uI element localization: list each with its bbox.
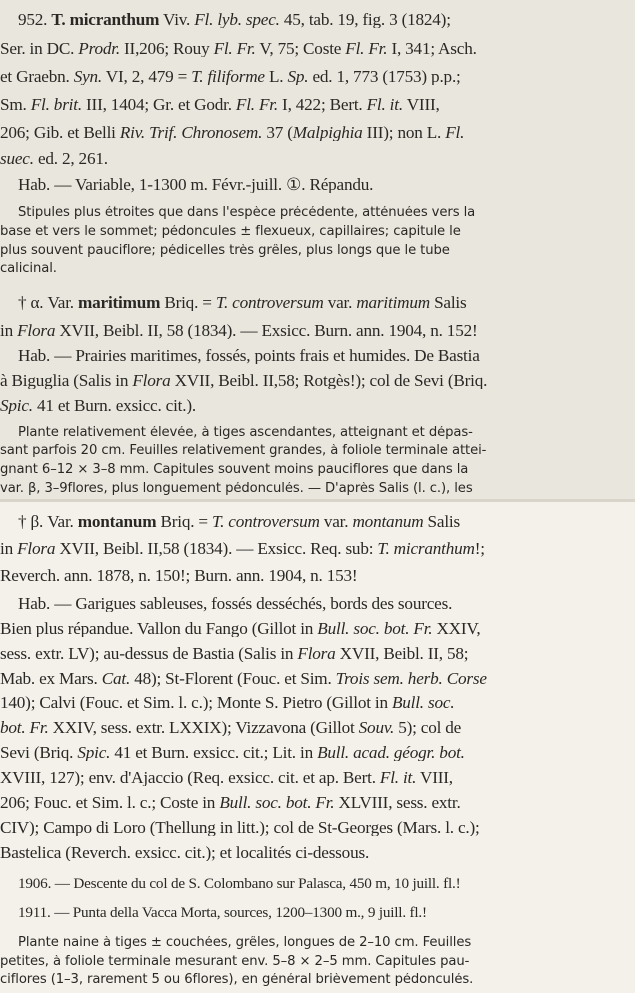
var-alpha-line-2 [0,322,635,339]
species-name: T. micranthum [51,11,160,29]
var-alpha-desc-3: gnant 6–12 × 3–8 mm. Capitules souvent moins pauciflores que dans la [0,463,469,477]
citation-text: XVII, Beibl. II, 58; [335,645,469,663]
citation-italic: Spic. [77,744,111,762]
citation-italic: Bull. soc. bot. Fr. [317,620,433,638]
citation-text: II,206; Rouy [119,40,214,58]
citation-italic: Spic. [0,397,33,415]
entry-952-desc-3: plus souvent pauciflore; pédicelles très grêles, plus longs que le tube [0,244,450,258]
var-beta-desc-1: Plante naine à tiges ± couchées, grêles, longues de 2–10 cm. Feuilles [18,936,472,950]
citation-italic: Flora [132,372,171,390]
synonymy-line-5 [0,124,635,141]
citation-italic: Flora [17,322,56,340]
citation-italic: Fl. Fr. [235,96,278,114]
citation-text: 140); Calvi (Fouc. et Sim. l. c.); Monte S. Pietro (Gillot in [0,694,392,712]
var-beta-habitat-11: Bastelica (Reverch. exsicc. cit.); et localités ci-dessous. [0,844,370,862]
citation-italic: Fl. Fr. [213,40,256,58]
citation-italic: Fl. [445,124,465,142]
var-alpha-desc-4: var. β, 3–9flores, plus longuement pédonculés. — D'après Salis (l. c.), les [0,482,473,496]
citation-italic: Flora [297,645,336,663]
observation-1906: 1906. — Descente du col de S. Colombano sur Palasca, 450 m, 10 juill. fl.! [18,876,461,892]
entry-number: 952. [18,11,48,29]
citation-italic: Fl. it. [379,769,417,787]
var-beta-habitat-5 [0,694,635,711]
citation-italic: Trois sem. herb. Corse [335,670,487,688]
citation-text: var. [323,294,357,312]
citation-text: XVII, Beibl. II,58 (1834). — Exsicc. Req. sub: [55,540,378,558]
citation-text: L. [264,68,288,86]
var-beta-habitat-1: Hab. — Garigues sableuses, fossés desséchés, bords des sources. [18,595,453,613]
synonymy-line-4 [0,96,635,113]
citation-italic: Flora [17,540,56,558]
citation-text: 45, tab. 19, fig. 3 (1824); [279,11,451,29]
citation-italic: T. micranthum [377,540,475,558]
var-beta-habitat-6 [0,719,635,736]
citation-text: à Biguglia (Salis in [0,372,133,390]
var-beta-habitat-4 [0,670,635,687]
citation-text: ed. 2, 261. [33,150,108,168]
citation-text: 41 et Burn. exsicc. cit.; Lit. in [110,744,318,762]
var-beta-habitat-2 [0,620,635,637]
var-beta-habitat-10: CIV); Campo di Loro (Thellung in litt.); col de St-Georges (Mars. l. c.); [0,819,480,837]
var-beta-heading [0,513,635,530]
citation-text: III); non L. [362,124,446,142]
citation-italic: Fl. Fr. [345,40,388,58]
var-alpha-habitat-3 [0,397,635,414]
citation-text: Ser. in DC. [0,40,79,58]
citation-text: III, 1404; Gr. et Godr. [81,96,236,114]
citation-text: Mab. ex Mars. [0,670,102,688]
citation-italic: Sp. [287,68,309,86]
citation-text: Briq. = [156,513,212,531]
citation-italic: Syn. [73,68,103,86]
citation-italic: Bull. acad. géogr. bot. [317,744,465,762]
citation-text: Viv. [159,11,195,29]
citation-text: † α. Var. [18,294,78,312]
citation-italic: T. controversum [215,294,324,312]
citation-text: VIII, [416,769,453,787]
citation-text: 41 et Burn. exsicc. cit.). [32,397,196,415]
entry-952-desc-2: base et vers le sommet; pédoncules ± flexueux, capillaires; capitule le [0,225,461,239]
citation-text: Briq. = [160,294,216,312]
citation-text: Bien plus répandue. Vallon du Fango (Gillot in [0,620,318,638]
citation-text: Salis [429,294,467,312]
entry-952-heading [0,11,635,28]
citation-text: XVII, Beibl. II, 58 (1834). — Exsicc. Burn. ann. 1904, n. 152! [55,322,478,340]
var-beta-desc-3: ciflores (1–3, rarement 5 ou 6flores), en général brièvement pédonculés. [0,973,474,987]
citation-italic: T. controversum [212,513,320,531]
citation-italic: Fl. brit. [30,96,82,114]
citation-text: sess. extr. LV); au-dessus de Bastia (Salis in [0,645,298,663]
var-beta-desc-2: petites, à foliole terminale mesurant env. 5–8 × 2–5 mm. Capitules pau- [0,955,470,969]
citation-italic: Souv. [358,719,395,737]
synonymy-line-3 [0,68,635,85]
citation-italic: T. filiforme [191,68,265,86]
citation-text: 206; Fouc. et Sim. l. c.; Coste in [0,794,220,812]
citation-text: et Graebn. [0,68,74,86]
citation-italic: montanum [352,513,424,531]
citation-text: † β. Var. [18,513,78,531]
citation-italic: Bull. soc. bot. Fr. [219,794,335,812]
citation-text: ed. 1, 773 (1753) p.p.; [308,68,461,86]
citation-text: 37 ( [262,124,293,142]
var-alpha-heading [0,294,635,311]
citation-text: in [0,322,18,340]
var-beta-habitat-9 [0,794,635,811]
citation-italic: Cat. [101,670,131,688]
citation-text: !; [474,540,485,558]
variety-name: montanum [77,513,157,531]
var-beta-line-2 [0,540,635,557]
citation-text: VIII, [402,96,440,114]
citation-text: 5); col de [394,719,462,737]
citation-text: I, 422; Bert. [277,96,367,114]
variety-name: maritimum [78,294,161,312]
var-beta-habitat-7 [0,744,635,761]
var-alpha-desc-2: sant parfois 20 cm. Feuilles relativement grandes, à foliole terminale attei- [0,444,487,458]
citation-italic: bot. Fr. [0,719,49,737]
citation-text: Sevi (Briq. [0,744,78,762]
entry-952-desc-1: Stipules plus étroites que dans l'espèce précédente, atténuées vers la [18,206,476,220]
var-beta-line-3: Reverch. ann. 1878, n. 150!; Burn. ann. 1904, n. 153! [0,567,358,585]
citation-italic: Malpighia [292,124,363,142]
var-alpha-desc-1: Plante relativement élevée, à tiges ascendantes, atteignant et dépas- [18,426,473,440]
var-beta-habitat-3 [0,645,635,662]
citation-italic: maritimum [356,294,430,312]
citation-text: Sm. [0,96,31,114]
citation-italic: Fl. it. [366,96,403,114]
citation-text: I, 341; Asch. [387,40,477,58]
synonymy-line-2 [0,40,635,57]
citation-text: in [0,540,18,558]
citation-text: XLVIII, sess. extr. [334,794,461,812]
citation-text: 48); St-Florent (Fouc. et Sim. [130,670,336,688]
citation-text: V, 75; Coste [255,40,346,58]
citation-text: XVII, Beibl. II,58; Rotgès!); col de Sevi (Briq. [170,372,488,390]
citation-text: XVIII, 127); env. d'Ajaccio (Req. exsicc. cit. et ap. Bert. [0,769,380,787]
citation-text: 206; Gib. et Belli [0,124,120,142]
citation-italic: Riv. Trif. Chronosem. [119,124,263,142]
synonymy-line-6 [0,150,635,167]
var-alpha-habitat-1: Hab. — Prairies maritimes, fossés, points frais et humides. De Bastia [18,347,480,365]
citation-italic: suec. [0,150,34,168]
citation-text: Salis [423,513,460,531]
var-beta-habitat-8 [0,769,635,786]
entry-952-desc-4: calicinal. [0,262,57,276]
citation-text: XXIV, sess. extr. LXXIX); Vizzavona (Gillot [48,719,359,737]
var-alpha-habitat-2 [0,372,635,389]
citation-text: var. [319,513,353,531]
citation-italic: Prodr. [78,40,120,58]
citation-italic: Bull. soc. [391,694,455,712]
citation-italic: Fl. lyb. spec. [194,11,280,29]
scan-seam [0,499,635,502]
observation-1911: 1911. — Punta della Vacca Morta, sources, 1200–1300 m., 9 juill. fl.! [18,905,427,921]
entry-952-habitat: Hab. — Variable, 1-1300 m. Févr.-juill. ①. Répandu. [18,176,374,194]
citation-text: XXIV, [432,620,481,638]
citation-text: VI, 2, 479 = [102,68,192,86]
